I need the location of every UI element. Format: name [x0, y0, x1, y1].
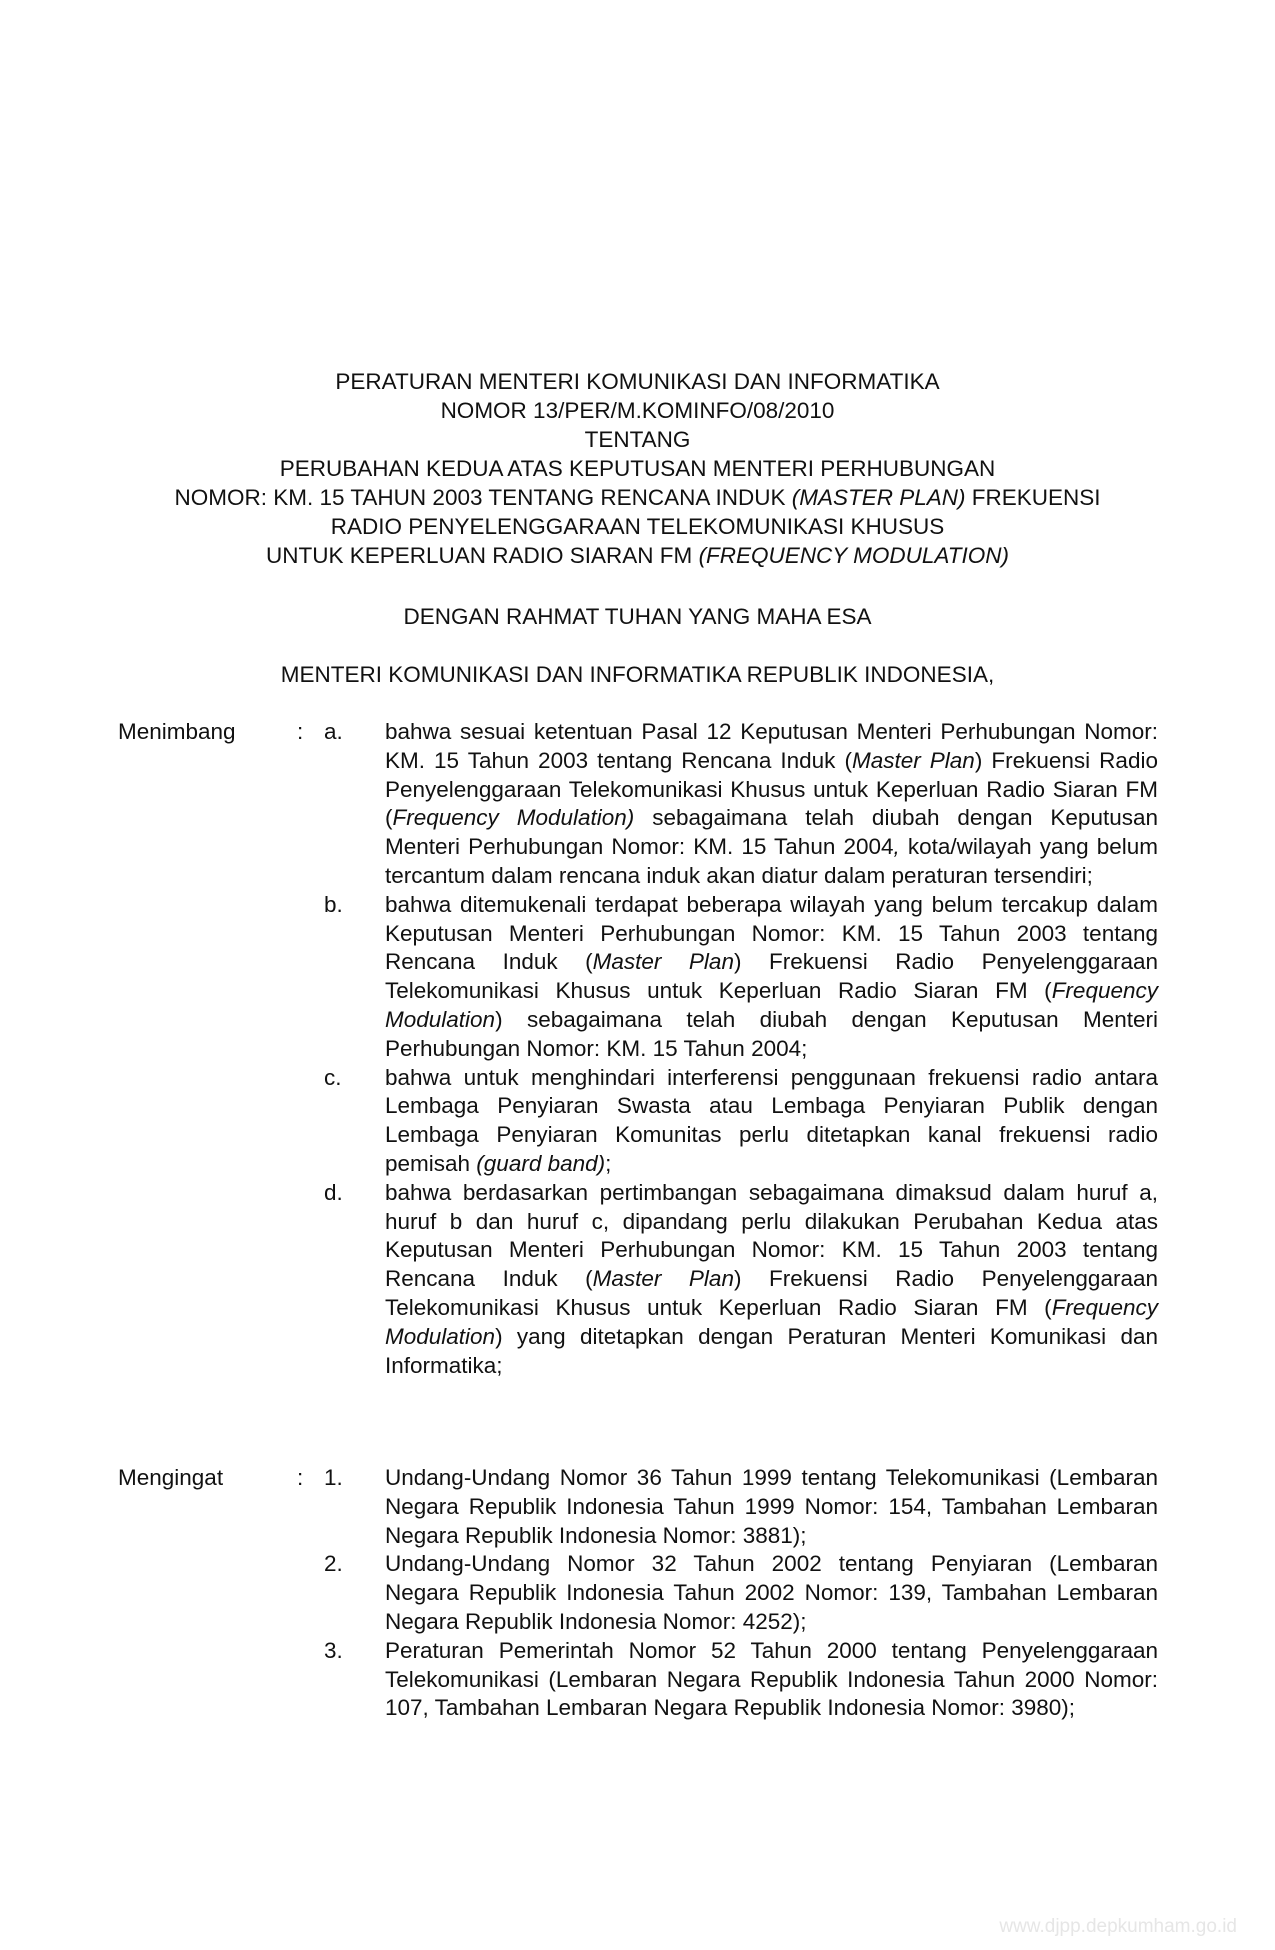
mengingat-colon: : [297, 1465, 304, 1490]
title-line-5: NOMOR: KM. 15 TAHUN 2003 TENTANG RENCANA INDUK (MASTER PLAN) FREKUENSI [174, 485, 1101, 510]
menimbang-item-a: a. bahwa sesuai ketentuan Pasal 12 Keputusan Menteri Perhubungan Nomor: KM. 15 Tahun 2003 tentang Rencana Induk (Master Plan) Frekuensi Radio Penyelenggaraan Telekomunikasi Khusus untuk Keperluan Radio Siaran FM (Frequency Modulation) sebagaimana telah diubah dengan Keputusan Menteri Perhubungan Nomor: KM. 15 Tahun 2004, kota/wilayah yang belum tercantum dalam rencana induk akan diatur dalam peraturan tersendiri; [324, 719, 1158, 888]
minister-heading: MENTERI KOMUNIKASI DAN INFORMATIKA REPUBLIK INDONESIA, [280, 662, 995, 687]
invocation: DENGAN RAHMAT TUHAN YANG MAHA ESA [403, 604, 872, 629]
title-line-2: NOMOR 13/PER/M.KOMINFO/08/2010 [440, 398, 835, 423]
mengingat-item: 3. Peraturan Pemerintah Nomor 52 Tahun 2000 tentang Penyelenggaraan Telekomunikasi (Lembaran Negara Republik Indonesia Tahun 2000 Nomor: 107, Tambahan Lembaran Negara Republik Indonesia Nomor: 3980); [324, 1637, 1158, 1721]
mengingat-item: 2. Undang-Undang Nomor 32 Tahun 2002 tentang Penyiaran (Lembaran Negara Republik Indonesia Tahun 2002 Nomor: 139, Tambahan Lembaran Negara Republik Indonesia Nomor: 4252); [324, 1551, 1158, 1634]
menimbang-item-d: d. bahwa berdasarkan pertimbangan sebagaimana dimaksud dalam huruf a, huruf b dan huruf c, dipandang perlu dilakukan Perubahan Kedua atas Keputusan Menteri Perhubungan Nomor: KM. 15 Tahun 2003 tentang Rencana Induk (Master Plan) Frekuensi Radio Penyelenggaraan Telekomunikasi Khusus untuk Keperluan Radio Siaran FM (Frequency Modulation) yang ditetapkan dengan Peraturan Menteri Komunikasi dan Informatika; [324, 1179, 1158, 1378]
regulation-title [100, 367, 1175, 570]
title-line-3: TENTANG [584, 427, 691, 452]
mengingat-section [118, 1464, 1158, 1723]
mengingat-item: 1. Undang-Undang Nomor 36 Tahun 1999 tentang Telekomunikasi (Lembaran Negara Republik Indonesia Tahun 1999 Nomor: 154, Tambahan Lembaran Negara Republik Indonesia Nomor: 3881); [324, 1465, 1158, 1548]
title-line-4: PERUBAHAN KEDUA ATAS KEPUTUSAN MENTERI PERHUBUNGAN [279, 456, 996, 481]
title-line-1: PERATURAN MENTERI KOMUNIKASI DAN INFORMATIKA [335, 369, 940, 394]
mengingat-label: Mengingat [118, 1465, 224, 1490]
menimbang-item-b: b. bahwa ditemukenali terdapat beberapa wilayah yang belum tercakup dalam Keputusan Menteri Perhubungan Nomor: KM. 15 Tahun 2003 tentang Rencana Induk (Master Plan) Frekuensi Radio Penyelenggaraan Telekomunikasi Khusus untuk Keperluan Radio Siaran FM (Frequency Modulation) sebagaimana telah diubah dengan Keputusan Menteri Perhubungan Nomor: KM. 15 Tahun 2004; [324, 891, 1158, 1061]
menimbang-label: Menimbang [118, 719, 236, 744]
title-line-7: UNTUK KEPERLUAN RADIO SIARAN FM (FREQUENCY MODULATION) [265, 543, 1009, 568]
title-line-6: RADIO PENYELENGGARAAN TELEKOMUNIKASI KHUSUS [330, 514, 945, 539]
watermark-url: www.djpp.depkumham.go.id [999, 1916, 1237, 1937]
menimbang-item-c: c. bahwa untuk menghindari interferensi penggunaan frekuensi radio antara Lembaga Penyiaran Swasta atau Lembaga Penyiaran Publik dengan Lembaga Penyiaran Komunitas perlu ditetapkan kanal frekuensi radio pemisah (guard band); [324, 1064, 1158, 1176]
menimbang-section [118, 718, 1158, 1380]
menimbang-colon: : [297, 719, 304, 744]
